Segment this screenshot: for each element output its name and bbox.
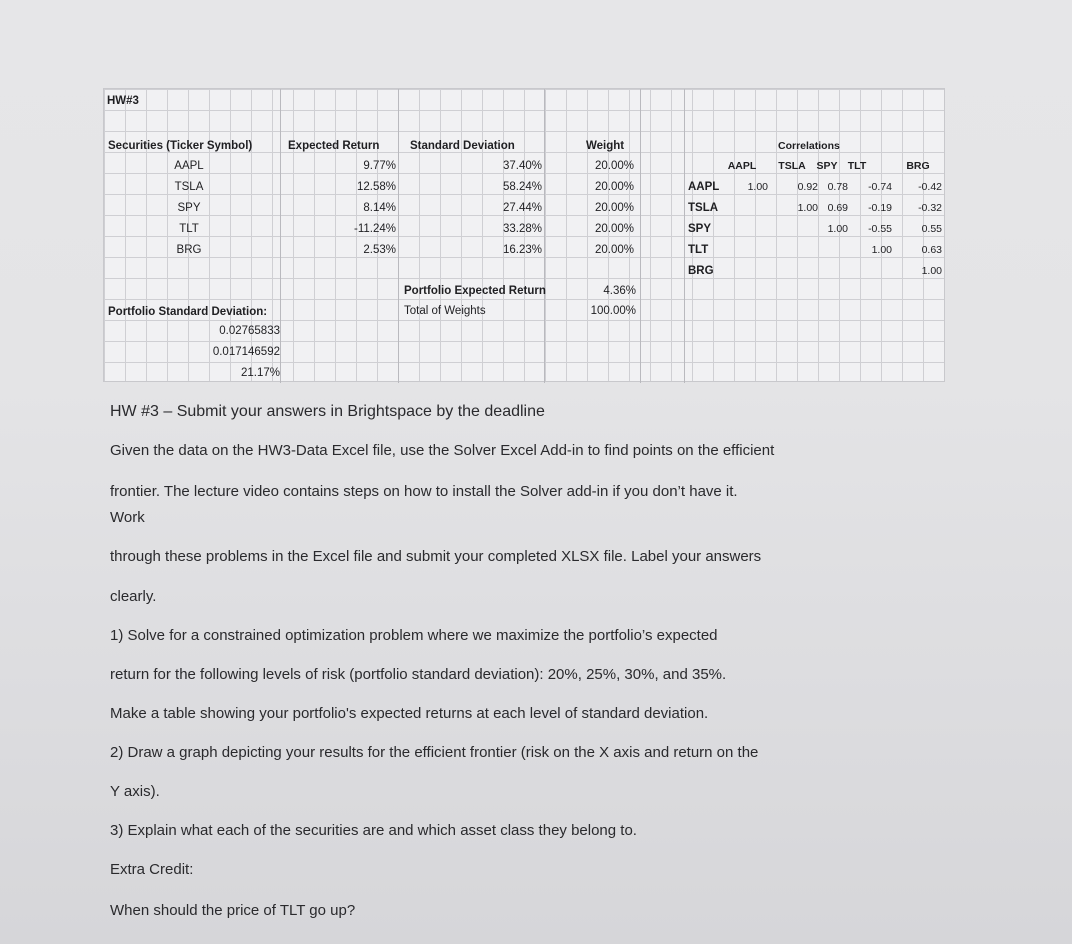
- standard-deviation-cell[interactable]: 27.44%: [502, 202, 542, 214]
- column-divider: [544, 89, 545, 383]
- paragraph: Given the data on the HW3-Data Excel file, use the Solver Excel Add-in to find points on the efficient: [110, 442, 775, 459]
- corr-cell[interactable]: 1.00: [921, 265, 942, 277]
- corr-row-header: SPY: [688, 223, 712, 235]
- question-2: 2) Draw a graph depicting your results for the efficient frontier (risk on the X axis and return on the: [110, 744, 759, 761]
- portfolio-sd-value[interactable]: 21.17%: [240, 367, 280, 379]
- corr-row-header: TSLA: [688, 202, 719, 214]
- question-2-cont: Y axis).: [110, 783, 160, 800]
- paragraph: frontier. The lecture video contains steps on how to install the Solver add-in if you don’t have it.: [110, 483, 738, 500]
- question-1-cont: Make a table showing your portfolio's expected returns at each level of standard deviation.: [110, 705, 709, 722]
- question-3: 3) Explain what each of the securities are and which asset class they belong to.: [110, 822, 637, 839]
- corr-row-header: TLT: [688, 244, 709, 256]
- corr-cell[interactable]: 0.69: [827, 202, 848, 214]
- expected-return-cell[interactable]: 9.77%: [363, 160, 396, 172]
- corr-cell[interactable]: -0.55: [868, 223, 892, 235]
- extra-credit-label: Extra Credit:: [110, 861, 194, 878]
- header-expected-return: Expected Return: [288, 140, 380, 152]
- weight-cell[interactable]: 20.00%: [594, 202, 634, 214]
- header-correlations: Correlations: [778, 140, 840, 152]
- corr-col-header: TLT: [847, 160, 867, 172]
- corr-cell[interactable]: 0.63: [921, 244, 942, 256]
- corr-col-header: SPY: [816, 160, 838, 172]
- corr-row-header: BRG: [688, 265, 714, 277]
- expected-return-cell[interactable]: -11.24%: [354, 223, 396, 235]
- weight-cell[interactable]: 20.00%: [594, 160, 634, 172]
- corr-cell[interactable]: 0.78: [827, 181, 848, 193]
- expected-return-cell[interactable]: 8.14%: [363, 202, 396, 214]
- paragraph: through these problems in the Excel file and submit your completed XLSX file. Label your answers: [110, 548, 762, 565]
- ticker-cell[interactable]: BRG: [176, 244, 202, 256]
- corr-cell[interactable]: 1.00: [747, 181, 768, 193]
- total-weights-label: Total of Weights: [404, 305, 486, 317]
- portfolio-sd-label: Portfolio Standard Deviation:: [108, 306, 268, 318]
- corr-col-header: AAPL: [727, 160, 757, 172]
- corr-col-header: TSLA: [778, 160, 806, 172]
- corr-cell[interactable]: -0.74: [868, 181, 892, 193]
- weight-cell[interactable]: 20.00%: [594, 244, 634, 256]
- corr-cell[interactable]: -0.19: [868, 202, 892, 214]
- portfolio-variance-cell[interactable]: 0.02765833: [219, 325, 280, 337]
- ticker-cell[interactable]: SPY: [177, 202, 201, 214]
- paragraph: clearly.: [110, 588, 157, 605]
- column-divider: [280, 89, 281, 383]
- spreadsheet-grid[interactable]: [103, 88, 945, 382]
- ticker-cell[interactable]: TSLA: [174, 181, 204, 193]
- corr-col-header: BRG: [906, 160, 930, 172]
- portfolio-expected-return-value[interactable]: 4.36%: [603, 285, 636, 297]
- corr-cell[interactable]: 0.55: [921, 223, 942, 235]
- standard-deviation-cell[interactable]: 37.40%: [502, 160, 542, 172]
- total-weights-value[interactable]: 100.00%: [590, 305, 636, 317]
- assignment-title: HW #3 – Submit your answers in Brightspace by the deadline: [110, 403, 545, 420]
- expected-return-cell[interactable]: 2.53%: [363, 244, 396, 256]
- column-divider: [684, 89, 685, 383]
- paragraph: Work: [110, 509, 145, 526]
- corr-cell[interactable]: 1.00: [827, 223, 848, 235]
- extra-credit-question: When should the price of TLT go up?: [110, 902, 356, 919]
- portfolio-expected-return-label: Portfolio Expected Return: [404, 285, 546, 297]
- corr-cell[interactable]: 1.00: [871, 244, 892, 256]
- standard-deviation-cell[interactable]: 58.24%: [502, 181, 542, 193]
- corr-cell[interactable]: -0.32: [918, 202, 942, 214]
- column-divider: [398, 89, 399, 383]
- standard-deviation-cell[interactable]: 16.23%: [502, 244, 542, 256]
- question-1-cont: return for the following levels of risk (portfolio standard deviation): 20%, 25%, 30%, and 35%.: [110, 666, 727, 683]
- header-standard-deviation: Standard Deviation: [410, 140, 515, 152]
- corr-row-header: AAPL: [688, 181, 720, 193]
- weight-cell[interactable]: 20.00%: [594, 181, 634, 193]
- header-weight: Weight: [586, 140, 625, 152]
- weight-cell[interactable]: 20.00%: [594, 223, 634, 235]
- ticker-cell[interactable]: AAPL: [174, 160, 204, 172]
- corr-cell[interactable]: -0.42: [918, 181, 942, 193]
- sheet-title: HW#3: [107, 95, 139, 107]
- question-1: 1) Solve for a constrained optimization problem where we maximize the portfolio’s expected: [110, 627, 718, 644]
- expected-return-cell[interactable]: 12.58%: [356, 181, 396, 193]
- ticker-cell[interactable]: TLT: [179, 223, 199, 235]
- column-divider: [640, 89, 641, 383]
- standard-deviation-cell[interactable]: 33.28%: [502, 223, 542, 235]
- corr-cell[interactable]: 0.92: [797, 181, 818, 193]
- portfolio-variance-cell[interactable]: 0.017146592: [212, 346, 280, 358]
- header-securities: Securities (Ticker Symbol): [108, 140, 253, 152]
- corr-cell[interactable]: 1.00: [797, 202, 818, 214]
